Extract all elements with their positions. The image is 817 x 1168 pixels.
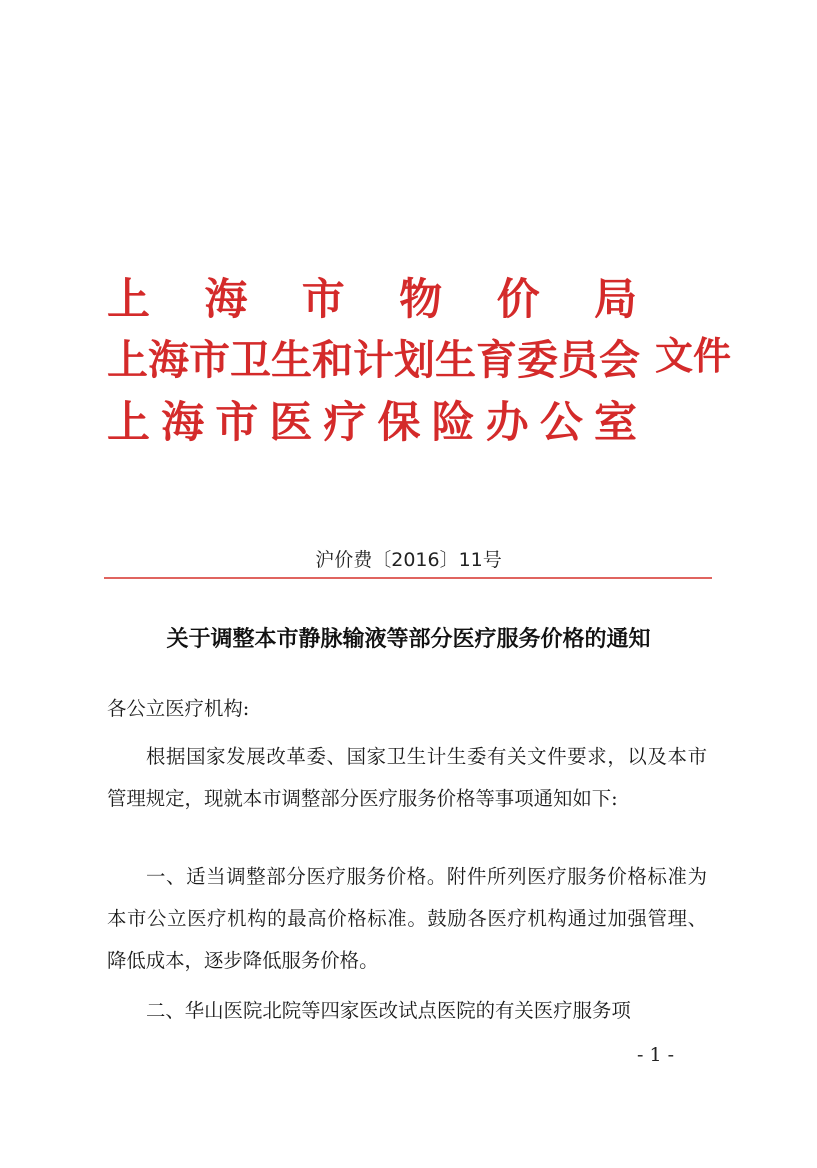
agency-name-medical-insurance-office [107,398,637,448]
agency-char: 海 [204,275,248,325]
agency-name-health-commission: 上海市卫生和计划生育委员会 [107,336,640,384]
body-paragraph: 一、适当调整部分医疗服务价格。附件所列医疗服务价格标准为本市公立医疗机构的最高价格标准。鼓励各医疗机构通过加强管理、降低成本，逐步降低服务价格。 [107,865,707,972]
agency-char: 市 [215,398,259,448]
agency-char: 价 [496,275,540,325]
body-paragraph: 根据国家发展改革委、国家卫生计生委有关文件要求，以及本市管理规定，现就本市调整部分医疗服务价格等事项通知如下: [107,745,707,810]
agency-char: 公 [539,398,583,448]
document-suffix-label: 文件 [655,333,732,378]
salutation: 各公立医疗机构: [107,697,250,720]
agency-char: 上 [107,275,150,325]
agency-name-price-bureau [107,275,637,325]
agency-char: 险 [431,398,475,448]
body-paragraph: 二、华山医院北院等四家医改试点医院的有关医疗服务项 [146,999,631,1022]
document-number: 沪价费〔2016〕11号 [315,549,502,571]
agency-char: 上 [107,398,150,448]
header-divider [104,577,712,579]
agency-char: 疗 [323,398,367,448]
page-number: - 1 - [637,1044,675,1066]
agency-char: 海 [161,398,205,448]
document-title: 关于调整本市静脉输液等部分医疗服务价格的通知 [166,626,651,652]
agency-char: 办 [485,398,529,448]
agency-char: 保 [377,398,421,448]
agency-char: 室 [593,398,637,448]
agency-char: 局 [593,275,637,325]
agency-char: 医 [269,398,313,448]
agency-char: 市 [301,275,345,325]
agency-char: 物 [399,275,443,325]
